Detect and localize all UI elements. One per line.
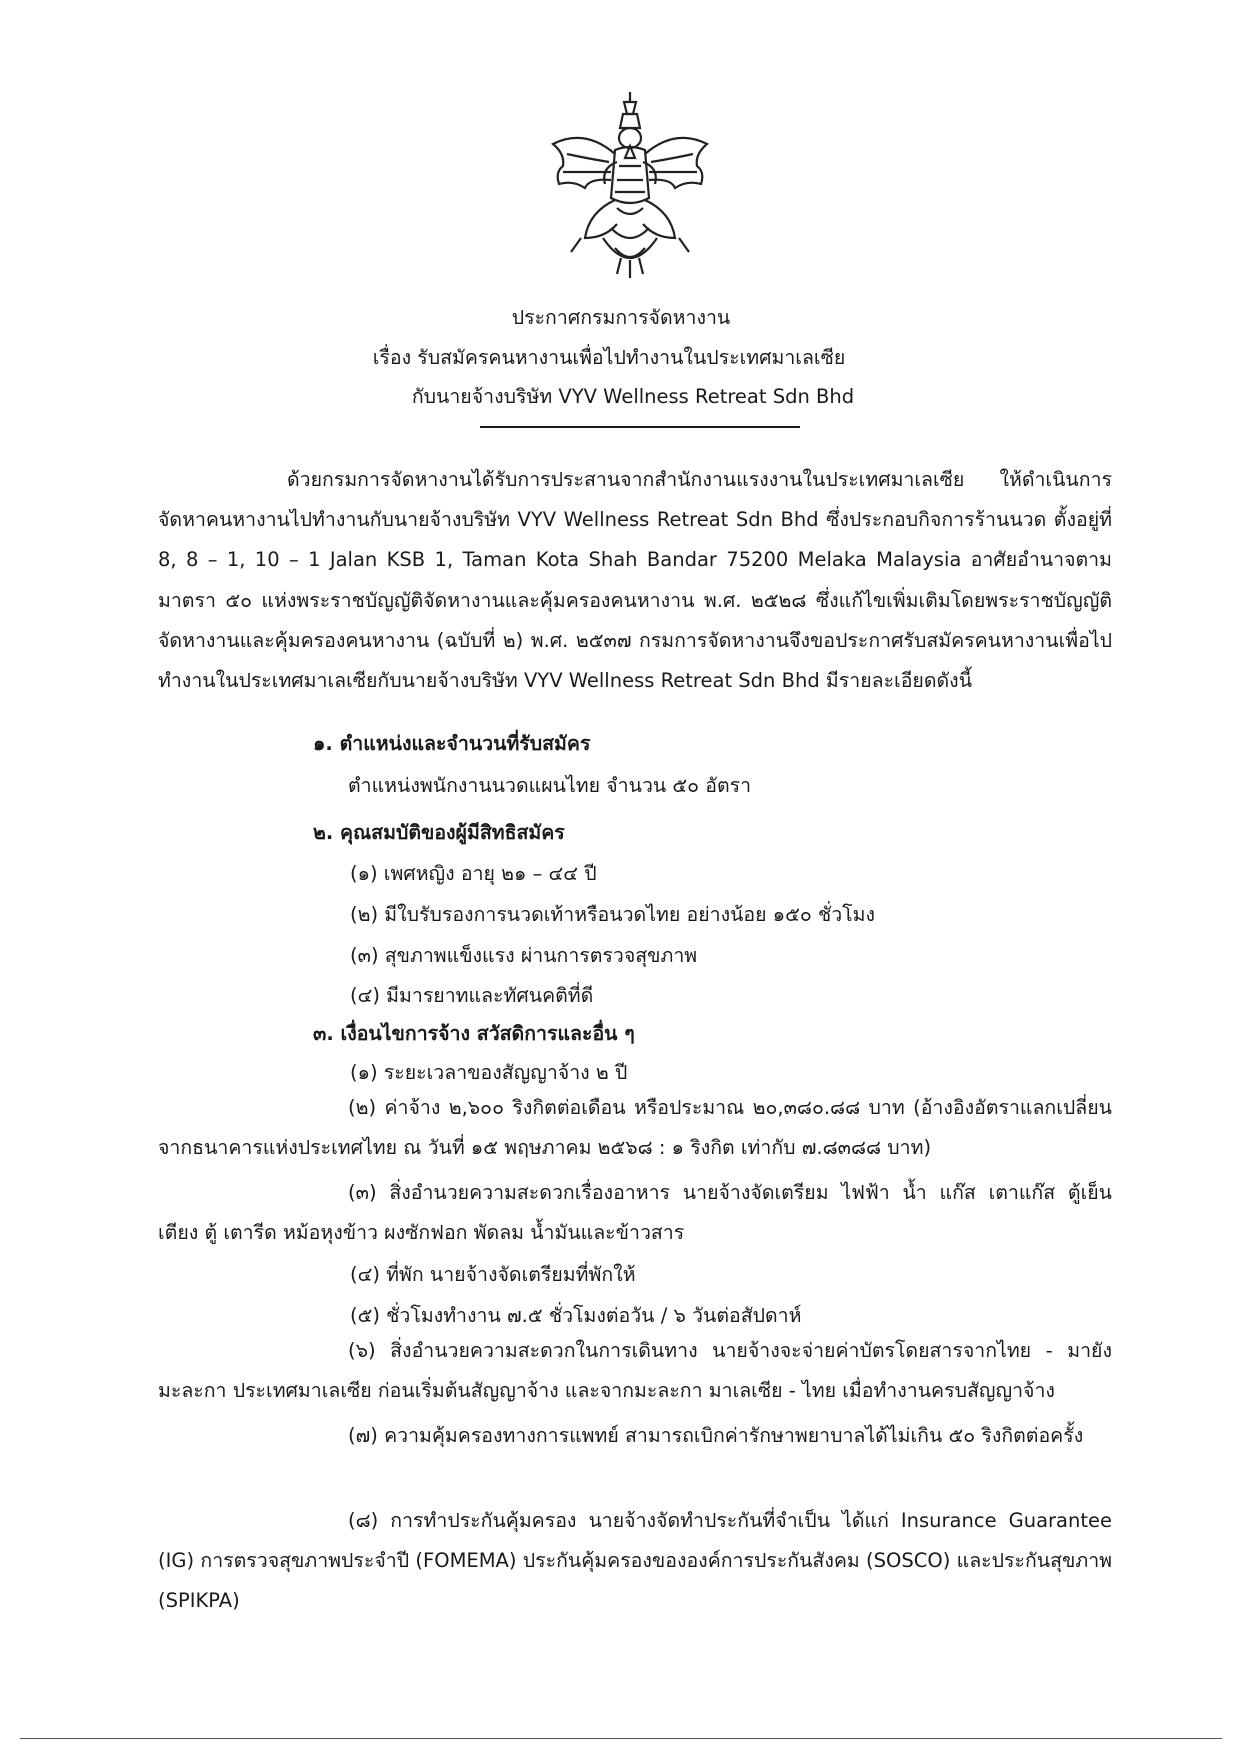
- section-3-item: (๕) ชั่วโมงทำงาน ๗.๕ ชั่วโมงต่อวัน / ๖ วันต่อสัปดาห์: [350, 1304, 802, 1327]
- section-3-item-text: (๓) สิ่งอำนวยความสะดวกเรื่องอาหาร นายจ้างจัดเตรียม ไฟฟ้า น้ำ แก๊ส เตาแก๊ส ตู้เย็น เตียง ตู้ เตารีด หม้อหุงข้าว ผงซักฟอก พัดลม น้ำมันและข้าวสาร: [158, 1181, 1112, 1245]
- section-3-item-text: (๗) ความคุ้มครองทางการแพทย์ สามารถเบิกค่ารักษาพยาบาลได้ไม่เกิน ๕๐ ริงกิตต่อครั้ง: [348, 1424, 1084, 1447]
- section-2-item: (๒) มีใบรับรองการนวดเท้าหรือนวดไทย อย่างน้อย ๑๕๐ ชั่วโมง: [350, 903, 876, 926]
- section-3-item: [158, 1088, 1112, 1168]
- intro-paragraph: ด้วยกรมการจัดหางานได้รับการประสานจากสำนักงานแรงงานในประเทศมาเลเซีย ให้ดำเนินการจัดหาคนหางานไปทำงานกับนายจ้างบริษัท VYV Wellness Retreat Sdn Bhd ซึ่งประกอบกิจการร้านนวด ตั้งอยู่ที่ 8, 8 – 1, 10 – 1 Jalan KSB 1, Taman Kota Shah Bandar 75200 Melaka Malaysia อาศัยอำนาจตามมาตรา ๕๐ แห่งพระราชบัญญัติจัดหางานและคุ้มครองคนหางาน พ.ศ. ๒๕๒๘ ซึ่งแก้ไขเพิ่มเติมโดยพระราชบัญญัติจัดหางานและคุ้มครองคนหางาน (ฉบับที่ ๒) พ.ศ. ๒๕๓๗ กรมการจัดหางานจึงขอประกาศรับสมัครคนหางานเพื่อไปทำงานในประเทศมาเลเซียกับนายจ้างบริษัท VYV Wellness Retreat Sdn Bhd มีรายละเอียดดังนี้: [158, 468, 1112, 693]
- document-org-title: ประกาศกรมการจัดหางาน: [511, 306, 731, 329]
- document-subject-line: เรื่อง รับสมัครคนหางานเพื่อไปทำงานในประเทศมาเลเซีย: [372, 346, 846, 369]
- garuda-emblem-icon: [545, 88, 715, 283]
- section-2-item: (๔) มีมารยาทและทัศนคติที่ดี: [350, 984, 594, 1007]
- title-divider: [480, 426, 800, 428]
- section-2-item: (๓) สุขภาพแข็งแรง ผ่านการตรวจสุขภาพ: [350, 944, 698, 967]
- section-3-item-text: (๒) ค่าจ้าง ๒,๖๐๐ ริงกิตต่อเดือน หรือประมาณ ๒๐,๓๘๐.๘๘ บาท (อ้างอิงอัตราแลกเปลี่ยนจากธนาคารแห่งประเทศไทย ณ วันที่ ๑๕ พฤษภาคม ๒๕๖๘ : ๑ ริงกิต เท่ากับ ๗.๘๓๘๘ บาท): [158, 1096, 1112, 1160]
- section-1-body: ตำแหน่งพนักงานนวดแผนไทย จำนวน ๕๐ อัตรา: [348, 774, 752, 797]
- section-3-item: [158, 1331, 1112, 1411]
- section-2-item: (๑) เพศหญิง อายุ ๒๑ – ๔๔ ปี: [350, 862, 597, 885]
- section-3-item: [158, 1416, 1112, 1456]
- document-employer-line: กับนายจ้างบริษัท VYV Wellness Retreat Sdn Bhd: [411, 385, 855, 408]
- section-3-item-text: (๖) สิ่งอำนวยความสะดวกในการเดินทาง นายจ้างจะจ่ายค่าบัตรโดยสารจากไทย - มายังมะละกา ประเทศมาเลเซีย ก่อนเริ่มต้นสัญญาจ้าง และจากมะละกา มาเลเซีย - ไทย เมื่อทำงานครบสัญญาจ้าง: [158, 1339, 1112, 1403]
- page-bottom-edge: [20, 1738, 1222, 1739]
- section-3-item: [158, 1173, 1112, 1253]
- section-3-item: (๔) ที่พัก นายจ้างจัดเตรียมที่พักให้: [350, 1263, 636, 1286]
- section-3-item: (๑) ระยะเวลาของสัญญาจ้าง ๒ ปี: [350, 1061, 628, 1084]
- section-3-item: [158, 1501, 1112, 1622]
- section-1-heading: ๑. ตำแหน่งและจำนวนที่รับสมัคร: [313, 732, 591, 755]
- section-3-heading: ๓. เงื่อนไขการจ้าง สวัสดิการและอื่น ๆ: [313, 1022, 635, 1045]
- section-2-heading: ๒. คุณสมบัติของผู้มีสิทธิสมัคร: [313, 821, 565, 844]
- section-3-item-text: (๘) การทำประกันคุ้มครอง นายจ้างจัดทำประกันที่จำเป็น ได้แก่ Insurance Guarantee (IG) การตรวจสุขภาพประจำปี (FOMEMA) ประกันคุ้มครองขององค์การประกันสังคม (SOSCO) และประกันสุขภาพ (SPIKPA): [158, 1509, 1112, 1613]
